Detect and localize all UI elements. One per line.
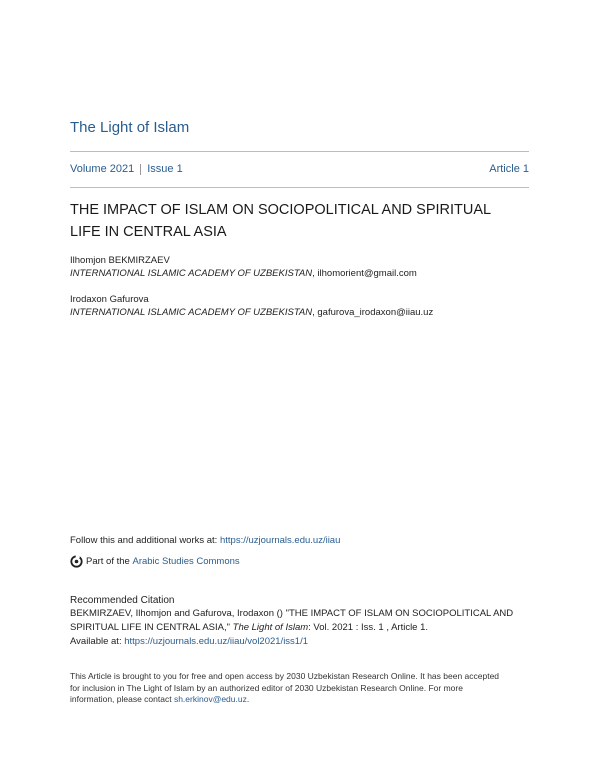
citation-body: [70, 607, 532, 649]
article-title-line-2: LIFE IN CENTRAL ASIA: [70, 224, 227, 240]
follow-line: [70, 535, 340, 546]
separator: [140, 164, 141, 175]
follow-url-link[interactable]: https://uzjournals.edu.uz/iiau: [219, 535, 341, 546]
article-number-link[interactable]: Article 1: [489, 163, 529, 175]
journal-title[interactable]: The Light of Islam: [70, 119, 190, 136]
citation-line-2-pre: SPIRITUAL LIFE IN CENTRAL ASIA,": [70, 622, 233, 633]
footer-line-1: This Article is brought to you for free and open access by 2030 Uzbekistan Research Online. It has been accepted: [70, 671, 500, 681]
contact-email-link[interactable]: sh.erkinov@edu.uz: [173, 694, 247, 704]
footer-line-2: for inclusion in The Light of Islam by an authorized editor of 2030 Uzbekistan Research Online. For more: [70, 682, 463, 693]
open-access-icon: [70, 555, 83, 568]
citation-line-1: BEKMIRZAEV, Ilhomjon and Gafurova, Irodaxon () "THE IMPACT OF ISLAM ON SOCIOPOLITICAL AND: [70, 608, 514, 619]
divider-bottom: [70, 187, 529, 188]
footer-note: [70, 671, 532, 706]
article-title: [70, 199, 515, 243]
part-of-line: [70, 555, 240, 568]
author-block-2: [70, 293, 433, 319]
author-email: , gafurova_irodaxon@iiau.uz: [312, 307, 434, 318]
footer-line-3-post: .: [246, 694, 250, 704]
affiliation-name: INTERNATIONAL ISLAMIC ACADEMY OF UZBEKISTAN: [70, 307, 313, 318]
affiliation-name: INTERNATIONAL ISLAMIC ACADEMY OF UZBEKISTAN: [70, 268, 313, 279]
volume-issue-group: [70, 163, 183, 175]
author-email: , ilhomorient@gmail.com: [312, 268, 417, 279]
author-block-1: [70, 254, 417, 280]
citation-line-2-post: : Vol. 2021 : Iss. 1 , Article 1.: [308, 622, 429, 633]
divider-top: [70, 151, 529, 152]
available-url-link[interactable]: https://uzjournals.edu.uz/iiau/vol2021/iss1/1: [124, 636, 309, 647]
available-prefix: Available at:: [70, 636, 125, 647]
citation-heading: Recommended Citation: [70, 595, 175, 606]
article-title-line-1: THE IMPACT OF ISLAM ON SOCIOPOLITICAL AND SPIRITUAL: [70, 202, 492, 218]
author-name: Ilhomjon BEKMIRZAEV: [70, 255, 170, 266]
follow-text: Follow this and additional works at:: [70, 535, 220, 546]
citation-journal: The Light of Islam: [232, 622, 309, 633]
citation-line-2: [70, 622, 428, 633]
part-of-prefix: Part of the: [86, 556, 130, 567]
issue-link[interactable]: Issue 1: [147, 163, 183, 175]
author-affiliation: [70, 267, 417, 280]
volume-link[interactable]: Volume 2021: [70, 163, 135, 175]
issue-bar: [70, 163, 529, 175]
footer-line-3-pre: information, please contact: [70, 694, 174, 704]
author-affiliation: [70, 306, 433, 319]
arabic-studies-link[interactable]: Arabic Studies Commons: [132, 556, 240, 567]
author-name: Irodaxon Gafurova: [70, 294, 149, 305]
